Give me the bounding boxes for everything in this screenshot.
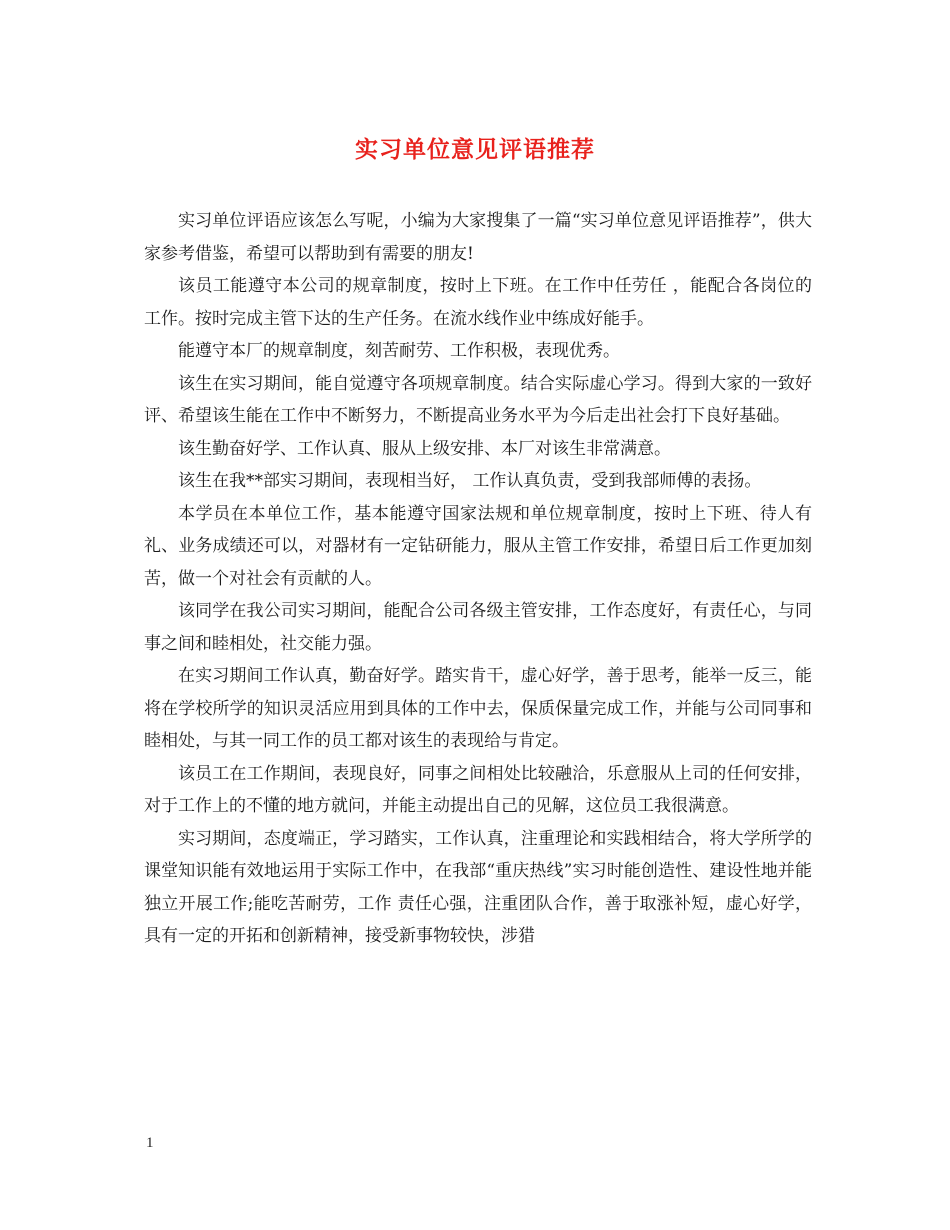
paragraph: 该生在我**部实习期间，表现相当好， 工作认真负责，受到我部师傅的表扬。 — [178, 471, 762, 491]
paragraph: 该员工在工作期间，表现良好，同事之间相处比较融洽，乐意服从上司的任何安排，对于工作上的不懂的地方就问，并能主动提出自己的见解，这位员工我很满意。 — [144, 763, 812, 816]
paragraph: 在实习期间工作认真，勤奋好学。踏实肯干，虚心好学，善于思考，能举一反三，能将在学校所学的知识灵活应用到具体的工作中去，保质保量完成工作，并能与公司同事和睦相处，与其一同工作的员工都对该生的表现给与肯定。 — [144, 666, 812, 751]
paragraph: 该生勤奋好学、工作认真、服从上级安排、本厂对该生非常满意。 — [178, 438, 671, 459]
paragraph: 该员工能遵守本公司的规章制度，按时上下班。在工作中任劳任 ，能配合各岗位的工作。按时完成主管下达的生产任务。在流水线作业中练成好能手。 — [144, 276, 812, 329]
document-body — [144, 205, 812, 953]
page-number: 1 — [146, 1135, 154, 1151]
document-title: 实习单位意见评语推荐 — [355, 136, 595, 163]
paragraph: 该生在实习期间，能自觉遵守各项规章制度。结合实际虚心学习。得到大家的一致好评、希望该生能在工作中不断努力，不断提高业务水平为今后走出社会打下良好基础。 — [144, 373, 812, 426]
paragraph: 能遵守本厂的规章制度，刻苦耐劳、工作积极，表现优秀。 — [178, 341, 620, 361]
paragraph: 实习单位评语应该怎么写呢，小编为大家搜集了一篇“实习单位意见评语推荐”，供大家参考借鉴，希望可以帮助到有需要的朋友! — [144, 211, 812, 264]
paragraph: 实习期间，态度端正，学习踏实，工作认真，注重理论和实践相结合，将大学所学的课堂知识能有效地运用于实际工作中，在我部“重庆热线”实习时能创造性、建设性地并能独立开展工作;能吃苦耐劳，工作 责任心强，注重团队合作，善于取涨补短，虚心好学，具有一定的开拓和创新精神，接受新事物较快，涉猎 — [144, 828, 812, 946]
paragraph: 该同学在我公司实习期间，能配合公司各级主管安排，工作态度好，有责任心，与同事之间和睦相处，社交能力强。 — [144, 601, 812, 654]
paragraph: 本学员在本单位工作，基本能遵守国家法规和单位规章制度，按时上下班、待人有礼、业务成绩还可以，对器材有一定钻研能力，服从主管工作安排，希望日后工作更加刻苦，做一个对社会有贡献的人。 — [144, 503, 812, 589]
